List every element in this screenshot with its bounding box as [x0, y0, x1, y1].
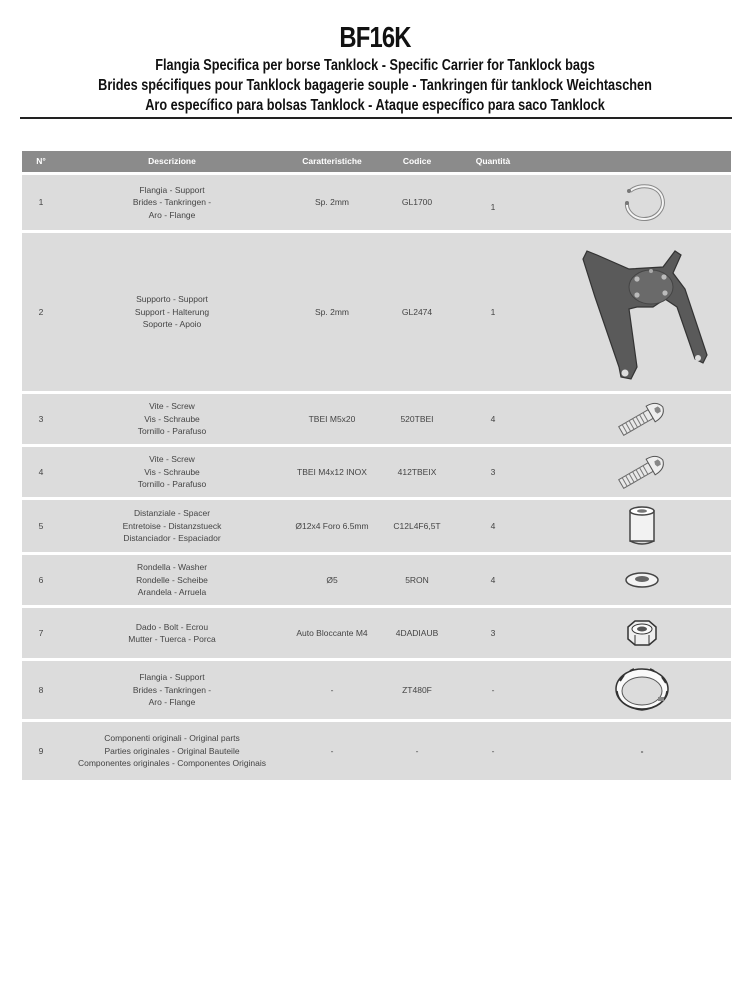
table-row — [22, 500, 731, 552]
desc-line: Componentes originales - Componentes Originais — [77, 758, 267, 769]
row-quantity: 1 — [490, 306, 496, 317]
row-description — [92, 661, 252, 719]
desc-line: Support - Halterung — [134, 306, 210, 317]
table-row — [22, 608, 731, 658]
col-header-code: Codice — [402, 156, 432, 166]
desc-line: Distanziale - Spacer — [133, 508, 211, 519]
row-quantity: 3 — [490, 466, 496, 477]
desc-line: Vis - Schraube — [144, 413, 200, 424]
desc-line: Tornillo - Parafuso — [137, 479, 207, 490]
row-number: 4 — [38, 466, 44, 477]
washer-icon — [562, 555, 722, 605]
row-number: 1 — [38, 197, 44, 208]
row-number: 7 — [38, 627, 44, 638]
row-quantity: 4 — [490, 413, 496, 424]
row-code: GL2474 — [401, 306, 433, 317]
desc-line: Tornillo - Parafuso — [137, 426, 207, 437]
desc-line: Rondelle - Scheibe — [136, 574, 208, 585]
row-description — [92, 175, 252, 230]
table-row — [22, 447, 731, 497]
desc-line: Flangia - Support — [139, 184, 205, 195]
flange-ring-icon — [562, 175, 722, 230]
row-quantity: - — [491, 684, 495, 695]
row-description — [92, 500, 252, 552]
row-features: Sp. 2mm — [314, 306, 349, 317]
table-row — [22, 661, 731, 719]
subtitle-line-3: Aro específico para bolsas Tanklock - Ataque específico para saco Tanklock — [145, 97, 605, 114]
row-features: Ø12x4 Foro 6.5mm — [295, 520, 369, 531]
row-description — [92, 233, 252, 391]
row-description — [77, 722, 267, 780]
row-number: 9 — [38, 745, 44, 756]
header-divider — [20, 117, 732, 119]
desc-line: Rondella - Washer — [136, 562, 208, 573]
subtitle-line-1: Flangia Specifica per borse Tanklock - Specific Carrier for Tanklock bags — [155, 57, 595, 74]
row-number: 2 — [38, 306, 44, 317]
row-code: 5RON — [405, 574, 429, 585]
row-code: ZT480F — [402, 684, 432, 695]
row-code: GL1700 — [401, 197, 433, 208]
desc-line: Brides - Tankringen - — [132, 684, 212, 695]
tank-ring-icon — [562, 661, 722, 719]
support-bracket-icon — [562, 233, 722, 391]
desc-line: Aro - Flange — [148, 697, 196, 708]
desc-line: Vis - Schraube — [144, 466, 200, 477]
row-features: Sp. 2mm — [314, 197, 349, 208]
desc-line: Vite - Screw — [149, 454, 195, 465]
desc-line: Entretoise - Distanzstueck — [122, 520, 222, 531]
desc-line: Flangia - Support — [139, 672, 205, 683]
row-features: Ø5 — [326, 574, 338, 585]
row-description — [92, 394, 252, 444]
table-row — [22, 394, 731, 444]
row-description — [92, 555, 252, 605]
table-row — [22, 175, 731, 230]
row-features: - — [330, 745, 334, 756]
subtitle-line-2: Brides spécifiques pour Tanklock bagagerie souple - Tankringen für tanklock Weichtaschen — [98, 77, 652, 94]
row-description — [92, 608, 252, 658]
desc-line: Distanciador - Espaciador — [123, 533, 221, 544]
row-quantity: 4 — [490, 520, 496, 531]
row-number: 5 — [38, 520, 44, 531]
spacer-icon — [562, 500, 722, 552]
row-code: 520TBEI — [400, 413, 434, 424]
row-quantity: - — [491, 745, 495, 756]
product-code: BF16K — [339, 22, 411, 54]
desc-line: Supporto - Support — [136, 294, 208, 305]
col-header-features: Caratteristiche — [302, 156, 362, 166]
nut-icon — [562, 608, 722, 658]
table-row — [22, 233, 731, 391]
row-features: TBEI M5x20 — [308, 413, 356, 424]
dash-icon: - — [640, 745, 644, 756]
screw-icon — [562, 394, 722, 444]
desc-line: Mutter - Tuerca - Porca — [128, 634, 216, 644]
row-features: - — [330, 684, 334, 695]
row-quantity: 1 — [490, 202, 496, 213]
desc-line: Aro - Flange — [148, 209, 196, 220]
desc-line: Vite - Screw — [149, 401, 195, 412]
row-code: C12L4F6,5T — [393, 520, 441, 531]
row-features: TBEI M4x12 INOX — [297, 466, 367, 477]
table-row — [22, 555, 731, 605]
row-quantity: 3 — [490, 627, 496, 638]
row-description — [92, 447, 252, 497]
desc-line: Arandela - Arruela — [137, 587, 207, 598]
col-header-description: Descrizione — [148, 156, 196, 166]
row-number: 3 — [38, 413, 44, 424]
screw-icon — [562, 447, 722, 497]
row-quantity: 4 — [490, 574, 496, 585]
row-code: - — [415, 745, 419, 756]
desc-line: Parties originales - Original Bauteile — [104, 745, 240, 756]
row-code: 4DADIAUB — [395, 627, 439, 638]
table-row — [22, 722, 731, 780]
col-header-quantity: Quantità — [475, 156, 511, 166]
row-features: Auto Bloccante M4 — [296, 627, 368, 638]
desc-line: Soporte - Apoio — [142, 319, 202, 330]
row-number: 6 — [38, 574, 44, 585]
col-header-number: N° — [36, 156, 46, 166]
desc-line: Componenti originali - Original parts — [104, 733, 240, 744]
desc-line: Brides - Tankringen - — [132, 197, 212, 208]
row-code: 412TBEIX — [397, 466, 437, 477]
table-header — [22, 151, 731, 172]
row-number: 8 — [38, 684, 44, 695]
desc-line: Dado - Bolt - Ecrou — [135, 621, 209, 632]
